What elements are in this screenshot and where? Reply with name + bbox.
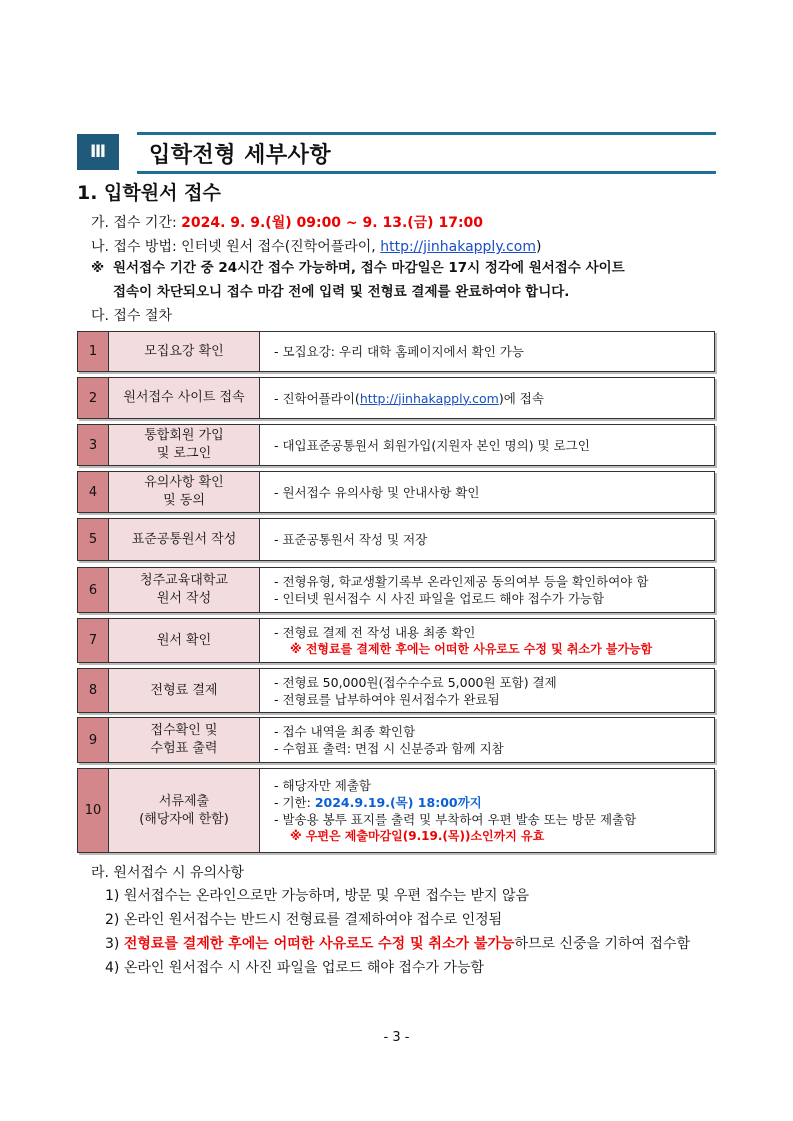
step-desc-line: - 전형료 결제 전 작성 내용 최종 확인 bbox=[274, 624, 476, 640]
step-number: 6 bbox=[78, 568, 109, 612]
step-description bbox=[260, 378, 714, 418]
step-row bbox=[77, 717, 715, 763]
step-desc-line: - 접수 내역을 최종 확인함 bbox=[274, 724, 416, 739]
section-header bbox=[77, 132, 716, 172]
step-label: 원서접수 사이트 접속 bbox=[109, 378, 260, 418]
step-desc-line: - 표준공통원서 작성 및 저장 bbox=[274, 532, 428, 547]
caution-item-3-suffix: 하므로 신중을 기하여 접수함 bbox=[514, 936, 691, 952]
method-suffix: ) bbox=[535, 239, 542, 255]
step-description bbox=[260, 718, 714, 762]
step-number: 3 bbox=[78, 425, 109, 465]
step-row bbox=[77, 518, 715, 561]
step-description bbox=[260, 619, 714, 662]
section-number-badge: Ⅲ bbox=[77, 134, 119, 170]
step-desc-line: - 수험표 출력: 면접 시 신분증과 함께 지참 bbox=[274, 741, 504, 756]
step-note: ※ 우편은 제출마감일(9.19.(목))소인까지 유효 bbox=[290, 828, 545, 843]
step-description bbox=[260, 568, 714, 612]
step-row bbox=[77, 331, 715, 372]
step-row bbox=[77, 768, 715, 853]
caution-item-3-highlight: 전형료를 결제한 후에는 어떠한 사유로도 수정 및 취소가 불가능 bbox=[123, 936, 515, 952]
caution-item-1: 1) 원서접수는 온라인으로만 가능하며, 방문 및 우편 접수는 받지 않음 bbox=[105, 888, 530, 904]
page-number: - 3 - bbox=[383, 1030, 410, 1045]
method-link[interactable]: http://jinhakapply.com bbox=[380, 239, 536, 255]
deadline-value: 2024.9.19.(목) 18:00까지 bbox=[314, 794, 482, 810]
step-description bbox=[260, 472, 714, 512]
caution-item-4: 4) 온라인 원서접수 시 사진 파일을 업로드 해야 접수가 가능함 bbox=[105, 960, 484, 976]
step-row bbox=[77, 668, 715, 713]
notice-line-1: 원서접수 기간 중 24시간 접수 가능하며, 접수 마감일은 17시 정각에 원서접수 사이트 bbox=[113, 260, 625, 276]
step-desc-line: - 발송용 봉투 표지를 출력 및 부착하여 우편 발송 또는 방문 제출함 bbox=[274, 811, 637, 827]
step-desc-line: - 전형료 50,000원(접수수수료 5,000원 포함) 결제 bbox=[274, 674, 557, 690]
section-title: 입학전형 세부사항 bbox=[149, 142, 332, 168]
step-number: 1 bbox=[78, 332, 109, 371]
step-row bbox=[77, 471, 715, 513]
step-description bbox=[260, 332, 714, 371]
step-desc-line bbox=[274, 794, 714, 811]
step-desc-post: )에 접속 bbox=[498, 390, 544, 406]
section-title-bar bbox=[137, 132, 716, 174]
step-label: 유의사항 확인 및 동의 bbox=[109, 472, 260, 512]
step-label: 원서 확인 bbox=[109, 619, 260, 662]
step-label: 통합회원 가입 및 로그인 bbox=[109, 425, 260, 465]
notice bbox=[91, 256, 717, 304]
step-label: 모집요강 확인 bbox=[109, 332, 260, 371]
step-row bbox=[77, 377, 715, 419]
step-note: ※ 전형료를 결제한 후에는 어떠한 사유로도 수정 및 취소가 불가능함 bbox=[290, 641, 653, 656]
step-row bbox=[77, 618, 715, 663]
period-value: 2024. 9. 9.(월) 09:00 ~ 9. 13.(금) 17:00 bbox=[181, 215, 484, 231]
step-number: 9 bbox=[78, 718, 109, 762]
method-label: 나. 접수 방법: 인터넷 원서 접수(진학어플라이, bbox=[91, 239, 381, 255]
notice-mark: ※ bbox=[91, 260, 105, 276]
step-desc-line bbox=[274, 390, 714, 407]
caution-item-3-prefix: 3) bbox=[105, 936, 124, 952]
step-desc-line: - 대입표준공통원서 회원가입(지원자 본인 명의) 및 로그인 bbox=[274, 437, 590, 453]
step-desc-line: - 해당자만 제출함 bbox=[274, 777, 371, 793]
cautions-title: 라. 원서접수 시 유의사항 bbox=[91, 865, 245, 881]
period-line bbox=[91, 212, 483, 232]
subtitle: 1. 입학원서 접수 bbox=[77, 182, 221, 204]
step-label: 전형료 결제 bbox=[109, 669, 260, 712]
step-desc-line: - 전형료를 납부하여야 원서접수가 완료됨 bbox=[274, 691, 500, 707]
period-label: 가. 접수 기간: bbox=[91, 215, 182, 231]
procedure-label: 다. 접수 절차 bbox=[91, 308, 172, 324]
step-description bbox=[260, 669, 714, 712]
step-row bbox=[77, 567, 715, 613]
step-number: 7 bbox=[78, 619, 109, 662]
step-description bbox=[260, 425, 714, 465]
step-label: 청주교육대학교 원서 작성 bbox=[109, 568, 260, 612]
deadline-label: - 기한: bbox=[274, 794, 315, 810]
step-label: 표준공통원서 작성 bbox=[109, 519, 260, 560]
caution-item-3 bbox=[105, 933, 690, 953]
step-description bbox=[260, 769, 714, 852]
step-description bbox=[260, 519, 714, 560]
step-desc-line: - 전형유형, 학교생활기록부 온라인제공 동의여부 등을 확인하여야 함 bbox=[274, 574, 649, 589]
step-desc-line: - 모집요강: 우리 대학 홈페이지에서 확인 가능 bbox=[274, 344, 524, 359]
notice-line-2: 접속이 차단되오니 접수 마감 전에 입력 및 전형료 결제를 완료하여야 합니다. bbox=[113, 284, 570, 300]
step-label: 서류제출 (해당자에 한함) bbox=[109, 769, 260, 852]
step-desc-line: - 인터넷 원서접수 시 사진 파일을 업로드 해야 접수가 가능함 bbox=[274, 591, 605, 606]
step-number: 4 bbox=[78, 472, 109, 512]
step-desc-pre: - 진학어플라이( bbox=[274, 390, 360, 406]
step-number: 10 bbox=[78, 769, 109, 852]
step-number: 5 bbox=[78, 519, 109, 560]
step-number: 8 bbox=[78, 669, 109, 712]
method-line bbox=[91, 236, 541, 256]
step-row bbox=[77, 424, 715, 466]
caution-item-2: 2) 온라인 원서접수는 반드시 전형료를 결제하여야 접수로 인정됨 bbox=[105, 912, 503, 928]
step-desc-link[interactable]: http://jinhakapply.com bbox=[359, 390, 499, 406]
step-desc-line: - 원서접수 유의사항 및 안내사항 확인 bbox=[274, 484, 480, 500]
step-number: 2 bbox=[78, 378, 109, 418]
step-label: 접수확인 및 수험표 출력 bbox=[109, 718, 260, 762]
